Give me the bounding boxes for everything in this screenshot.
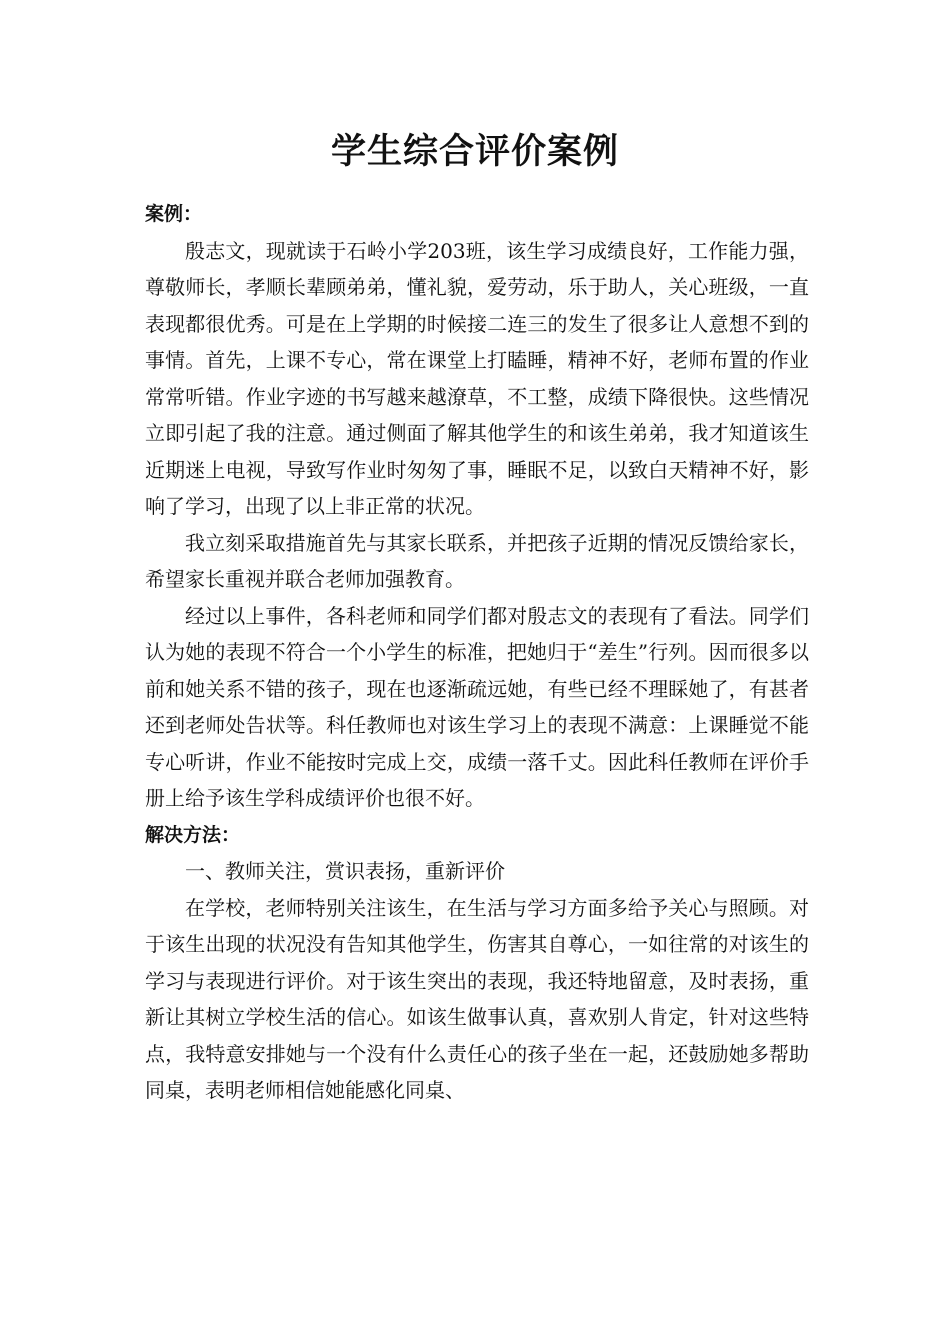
case-paragraph: 经过以上事件，各科老师和同学们都对殷志文的表现有了看法。同学们认为她的表现不符合一个小学生的标准，把她归于“差生”行列。因而很多以前和她关系不错的孩子，现在也逐渐疏远她，有些已经不理睬她了，有甚者还到老师处告状等。科任教师也对该生学习上的表现不满意：上课睡觉不能专心听讲，作业不能按时完成上交，成绩一落千丈。因此科任教师在评价手册上给予该生学科成绩评价也很不好。: [145, 603, 809, 810]
solution-subheading: 一、教师关注，赏识表扬，重新评价: [185, 859, 505, 883]
solution-paragraph: 在学校，老师特别关注该生，在生活与学习方面多给予关心与照顾。对于该生出现的状况没有告知其他学生，伤害其自尊心，一如往常的对该生的学习与表现进行评价。对于该生突出的表现，我还特地留意，及时表扬，重新让其树立学校生活的信心。如该生做事认真，喜欢别人肯定，针对这些特点，我特意安排她与一个没有什么责任心的孩子坐在一起，还鼓励她多帮助同桌，表明老师相信她能感化同桌、: [145, 895, 809, 1102]
case-paragraph: 殷志文，现就读于石岭小学203班，该生学习成绩良好，工作能力强，尊敬师长，孝顺长辈顾弟弟，懂礼貌，爱劳动，乐于助人，关心班级，一直表现都很优秀。可是在上学期的时候接二连三的发生了很多让人意想不到的事情。首先，上课不专心，常在课堂上打瞌睡，精神不好，老师布置的作业常常听错。作业字迹的书写越来越潦草，不工整，成绩下降很快。这些情况立即引起了我的注意。通过侧面了解其他学生的和该生弟弟，我才知道该生近期迷上电视，导致写作业时匆匆了事，睡眠不足，以致白天精神不好，影响了学习，出现了以上非正常的状况。: [145, 238, 809, 518]
case-paragraph: 我立刻采取措施首先与其家长联系，并把孩子近期的情况反馈给家长，希望家长重视并联合老师加强教育。: [145, 530, 809, 591]
solution-heading: 解决方法：: [145, 823, 241, 846]
case-heading: 案例：: [145, 203, 203, 225]
document-title: 学生综合评价案例: [330, 132, 619, 172]
document-body: [145, 196, 809, 1109]
